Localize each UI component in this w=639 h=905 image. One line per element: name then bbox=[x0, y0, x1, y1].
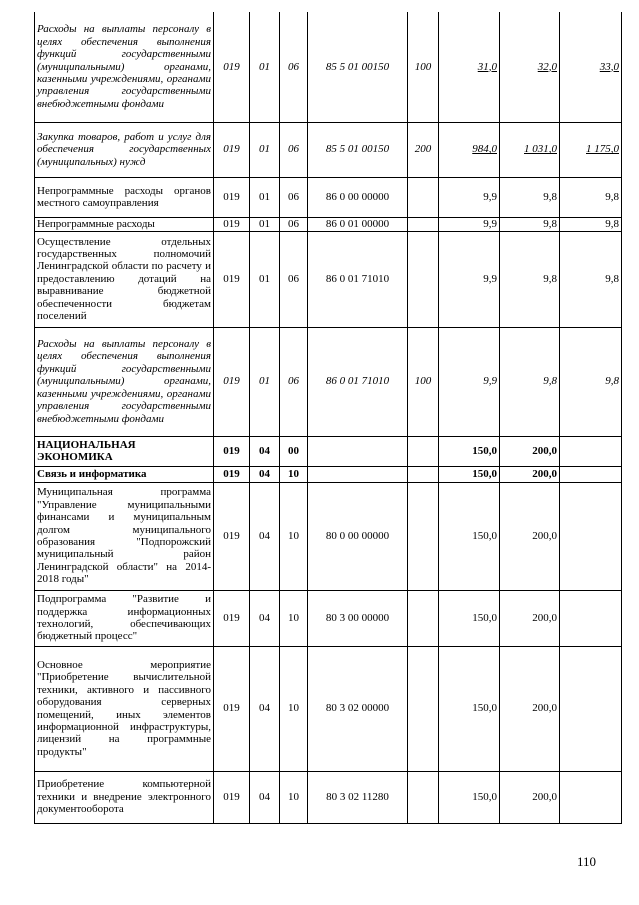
ved-code: 019 bbox=[214, 590, 250, 646]
ved-code: 019 bbox=[214, 12, 250, 122]
section-code: 01 bbox=[250, 122, 280, 177]
sum-year-3: 9,8 bbox=[560, 327, 622, 436]
ved-code: 019 bbox=[214, 177, 250, 217]
sum-year-2: 9,8 bbox=[500, 177, 560, 217]
sum-year-2: 1 031,0 bbox=[500, 122, 560, 177]
sum-year-3: 9,8 bbox=[560, 231, 622, 327]
ved-code: 019 bbox=[214, 482, 250, 590]
table-row bbox=[35, 466, 622, 482]
sum-year-3: 9,8 bbox=[560, 177, 622, 217]
sum-year-3 bbox=[560, 646, 622, 771]
subsection-code: 06 bbox=[280, 217, 308, 231]
row-name: Основное мероприятие "Приобретение вычислительной техники, активного и пассивного оборудования серверных помещений, иных элементов информационной инфраструктуры, лицензий на программные продукты" bbox=[35, 646, 214, 771]
subsection-code: 10 bbox=[280, 646, 308, 771]
table-row bbox=[35, 771, 622, 823]
subsection-code: 10 bbox=[280, 771, 308, 823]
sum-year-1: 150,0 bbox=[439, 590, 500, 646]
sum-year-1: 984,0 bbox=[439, 122, 500, 177]
target-article-code: 86 0 00 00000 bbox=[308, 177, 408, 217]
sum-year-2: 200,0 bbox=[500, 590, 560, 646]
ved-code: 019 bbox=[214, 231, 250, 327]
target-article-code: 86 0 01 00000 bbox=[308, 217, 408, 231]
row-name: Приобретение компьютерной техники и внедрение электронного документооборота bbox=[35, 771, 214, 823]
budget-table bbox=[34, 12, 622, 824]
target-article-code: 80 3 02 11280 bbox=[308, 771, 408, 823]
sum-year-1: 9,9 bbox=[439, 231, 500, 327]
row-name: Закупка товаров, работ и услуг для обеспечения государственных (муниципальных) нужд bbox=[35, 122, 214, 177]
section-code: 01 bbox=[250, 177, 280, 217]
expense-type-code: 100 bbox=[408, 12, 439, 122]
section-code: 04 bbox=[250, 466, 280, 482]
sum-year-3: 9,8 bbox=[560, 217, 622, 231]
sum-year-3: 1 175,0 bbox=[560, 122, 622, 177]
table-row bbox=[35, 590, 622, 646]
row-name: Расходы на выплаты персоналу в целях обеспечения выполнения функций государственными (муниципальными) органами, казенными учреждениями, органами управления государственными внебюджетными фондами bbox=[35, 12, 214, 122]
sum-year-1: 150,0 bbox=[439, 436, 500, 466]
row-name: Муниципальная программа "Управление муниципальными финансами и муниципальным долгом муниципального образования "Подпорожский муниципальный район Ленинградской области" на 2014-2018 годы" bbox=[35, 482, 214, 590]
subsection-code: 06 bbox=[280, 231, 308, 327]
expense-type-code: 200 bbox=[408, 122, 439, 177]
sum-year-1: 150,0 bbox=[439, 646, 500, 771]
sum-year-1: 150,0 bbox=[439, 466, 500, 482]
row-name: Расходы на выплаты персоналу в целях обеспечения выполнения функций государственными (муниципальными) органами, казенными учреждениями, органами управления государственными внебюджетными фондами bbox=[35, 327, 214, 436]
target-article-code: 80 0 00 00000 bbox=[308, 482, 408, 590]
subsection-code: 06 bbox=[280, 327, 308, 436]
section-code: 01 bbox=[250, 12, 280, 122]
expense-type-code: 100 bbox=[408, 327, 439, 436]
target-article-code: 85 5 01 00150 bbox=[308, 12, 408, 122]
sum-year-3 bbox=[560, 466, 622, 482]
row-name: Осуществление отдельных государственных полномочий Ленинградской области по расчету и предоставлению дотаций на выравнивание бюджетной обеспеченности бюджетам поселений bbox=[35, 231, 214, 327]
table-row bbox=[35, 177, 622, 217]
section-code: 04 bbox=[250, 771, 280, 823]
expense-type-code bbox=[408, 217, 439, 231]
section-code: 04 bbox=[250, 436, 280, 466]
table-row bbox=[35, 482, 622, 590]
sum-year-1: 9,9 bbox=[439, 327, 500, 436]
ved-code: 019 bbox=[214, 327, 250, 436]
target-article-code: 80 3 00 00000 bbox=[308, 590, 408, 646]
target-article-code: 80 3 02 00000 bbox=[308, 646, 408, 771]
sum-year-2: 32,0 bbox=[500, 12, 560, 122]
row-name: НАЦИОНАЛЬНАЯ ЭКОНОМИКА bbox=[35, 436, 214, 466]
subsection-code: 10 bbox=[280, 466, 308, 482]
subsection-code: 06 bbox=[280, 12, 308, 122]
table-row bbox=[35, 327, 622, 436]
subsection-code: 06 bbox=[280, 177, 308, 217]
ved-code: 019 bbox=[214, 771, 250, 823]
sum-year-1: 9,9 bbox=[439, 177, 500, 217]
sum-year-2: 200,0 bbox=[500, 646, 560, 771]
sum-year-3 bbox=[560, 482, 622, 590]
section-code: 04 bbox=[250, 482, 280, 590]
row-name: Связь и информатика bbox=[35, 466, 214, 482]
row-name: Подпрограмма "Развитие и поддержка информационных технологий, обеспечивающих бюджетный процесс" bbox=[35, 590, 214, 646]
target-article-code bbox=[308, 466, 408, 482]
sum-year-2: 9,8 bbox=[500, 327, 560, 436]
section-code: 01 bbox=[250, 217, 280, 231]
sum-year-2: 200,0 bbox=[500, 482, 560, 590]
target-article-code: 85 5 01 00150 bbox=[308, 122, 408, 177]
ved-code: 019 bbox=[214, 466, 250, 482]
sum-year-1: 150,0 bbox=[439, 482, 500, 590]
expense-type-code bbox=[408, 482, 439, 590]
sum-year-3 bbox=[560, 436, 622, 466]
table-row bbox=[35, 436, 622, 466]
row-name: Непрограммные расходы bbox=[35, 217, 214, 231]
ved-code: 019 bbox=[214, 122, 250, 177]
table-row bbox=[35, 122, 622, 177]
expense-type-code bbox=[408, 590, 439, 646]
subsection-code: 10 bbox=[280, 590, 308, 646]
expense-type-code bbox=[408, 466, 439, 482]
expense-type-code bbox=[408, 436, 439, 466]
expense-type-code bbox=[408, 231, 439, 327]
sum-year-2: 200,0 bbox=[500, 771, 560, 823]
sum-year-3: 33,0 bbox=[560, 12, 622, 122]
expense-type-code bbox=[408, 771, 439, 823]
sum-year-1: 150,0 bbox=[439, 771, 500, 823]
table-row bbox=[35, 12, 622, 122]
sum-year-2: 9,8 bbox=[500, 217, 560, 231]
table-row bbox=[35, 231, 622, 327]
section-code: 04 bbox=[250, 646, 280, 771]
sum-year-2: 200,0 bbox=[500, 466, 560, 482]
target-article-code: 86 0 01 71010 bbox=[308, 327, 408, 436]
target-article-code bbox=[308, 436, 408, 466]
subsection-code: 06 bbox=[280, 122, 308, 177]
sum-year-2: 200,0 bbox=[500, 436, 560, 466]
row-name: Непрограммные расходы органов местного самоуправления bbox=[35, 177, 214, 217]
table-row bbox=[35, 217, 622, 231]
sum-year-1: 31,0 bbox=[439, 12, 500, 122]
section-code: 01 bbox=[250, 327, 280, 436]
sum-year-3 bbox=[560, 771, 622, 823]
page-number: 110 bbox=[577, 854, 597, 869]
sum-year-1: 9,9 bbox=[439, 217, 500, 231]
sum-year-3 bbox=[560, 590, 622, 646]
ved-code: 019 bbox=[214, 436, 250, 466]
expense-type-code bbox=[408, 646, 439, 771]
section-code: 01 bbox=[250, 231, 280, 327]
sum-year-2: 9,8 bbox=[500, 231, 560, 327]
section-code: 04 bbox=[250, 590, 280, 646]
expense-type-code bbox=[408, 177, 439, 217]
subsection-code: 10 bbox=[280, 482, 308, 590]
subsection-code: 00 bbox=[280, 436, 308, 466]
ved-code: 019 bbox=[214, 646, 250, 771]
target-article-code: 86 0 01 71010 bbox=[308, 231, 408, 327]
ved-code: 019 bbox=[214, 217, 250, 231]
table-row bbox=[35, 646, 622, 771]
